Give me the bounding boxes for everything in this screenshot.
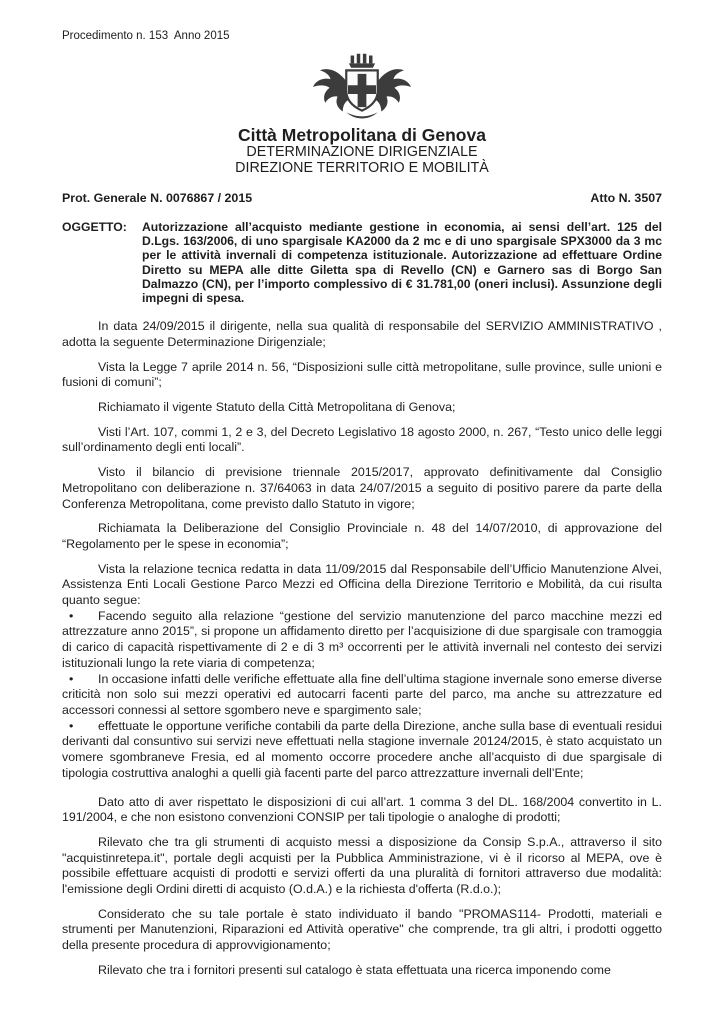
bullet-text: In occasione infatti delle verifiche effettuate alla fine dell’ultima stagione invernale sono emerse diverse criticità non solo sui mezzi operativi ed autocarri facenti parte del parco, ma anche su attrezzature ed accessori connessi al settore sgombero neve e spargimento sale; — [62, 671, 662, 717]
act-number: Atto N. 3507 — [590, 191, 662, 205]
bullet-icon: • — [69, 608, 74, 623]
procedure-number: Procedimento n. 153 Anno 2015 — [62, 30, 230, 42]
paragraph-richiamato-statuto: Richiamato il vigente Statuto della Città Metropolitana di Genova; — [98, 400, 456, 415]
paragraph-rilevato-fornitori: Rilevato che tra i fornitori presenti sul catalogo è stata effettuata una ricerca imponendo come — [98, 962, 611, 977]
paragraph-vista-relazione: Vista la relazione tecnica redatta in data 11/09/2015 dal Responsabile dell’Ufficio Manutenzione Alvei, Assistenza Enti Locali Gestione Parco Mezzi ed Officina della Direzione Territorio e Mobilità, da cui risulta quanto segue: — [62, 561, 662, 608]
bullet-text: Facendo seguito alla relazione “gestione del servizio manutenzione del parco macchine mezzi ed attrezzature anno 2015”, si propone un affidamento diretto per l’acquisizione di due spargisale con tramoggia di carico di capacità rispettivamente di 2 e di 3 m³ occorrenti per le attività invernali nel contesto dei servizi istituzionali lungo la rete viaria di competenza; — [62, 608, 662, 670]
paragraph-richiamata-deliberazione: Richiamata la Deliberazione del Consiglio Provinciale n. 48 del 14/07/2010, di approvazione del “Regolamento per le spese in economia”; — [62, 521, 662, 551]
bullet-icon: • — [69, 671, 74, 686]
paragraph-considerato-bando: Considerato che su tale portale è stato individuato il bando "PROMAS114- Prodotti, materiali e strumenti per Manutenzioni, Riparazioni ed Attività operative" che comprende, tra gli altri, i prodotti oggetto della presente procedura di approvvigionamento; — [62, 906, 662, 953]
document-body — [62, 319, 662, 978]
paragraph-dato-atto: Dato atto di aver rispettato le disposizioni di cui all’art. 1 comma 3 del DL. 168/2004 convertito in L. 191/2004, e che non esistono convenzioni CONSIP per tali tipologie o analoghe di prodotti; — [62, 794, 662, 825]
paragraph-rilevato-consip: Rilevato che tra gli strumenti di acquisto messi a disposizione da Consip S.p.A., attraverso il sito "acquistinretepa.it", portale degli acquisti per la Pubblica Amministrazione, vi è il ricorso al MEPA, ove è possibile effettuare acquisti di prodotti e servizi offerti da una pluralità di fornitori attraverso due modalità: l'emissione degli Ordini diretti di acquisto (O.d.A.) e la richiesta d'offerta (R.d.o.); — [62, 834, 662, 897]
bullet-item-verifiche — [62, 672, 662, 719]
direction-subtitle: DIREZIONE TERRITORIO E MOBILITÀ — [235, 159, 489, 176]
document-type-subtitle: DETERMINAZIONE DIRIGENZIALE — [246, 144, 478, 160]
paragraph-visto-bilancio: Visto il bilancio di previsione triennale 2015/2017, approvato definitivamente dal Consiglio Metropolitano con deliberazione n. 37/64063 in data 24/07/2015 a seguito di positivo parere da parte della Conferenza Metropolitana, come previsto dallo Statuto in vigore; — [62, 465, 662, 511]
genova-coat-of-arms-icon — [62, 52, 662, 124]
document-title: Città Metropolitana di Genova — [238, 125, 486, 145]
bullet-text: effettuate le opportune verifiche contabili da parte della Direzione, anche sulla base di eventuali residui derivanti dal consuntivo sui servizi neve effettuati nella stagione invernale 20124/2015, è stato acquistato un vomere sgombraneve Fresia, ed al momento occorre procedere anche all’acquisto di due spargisale di tipologia costruttiva analoghi a quelli già facenti parte del parco attrezzatture invernali dell’Ente; — [62, 718, 662, 780]
protocol-row — [62, 191, 662, 205]
bullet-icon: • — [69, 718, 74, 733]
bullet-item-spargisale — [62, 609, 662, 672]
paragraph-adoption: In data 24/09/2015 il dirigente, nella sua qualità di responsabile del SERVIZIO AMMINISTRATIVO , adotta la seguente Determinazione Dirigenziale; — [62, 319, 662, 349]
paragraph-visti-art-107: Visti l’Art. 107, commi 1, 2 e 3, del Decreto Legislativo 18 agosto 2000, n. 267, “Testo unico delle leggi sull’ordinamento degli enti locali”. — [62, 424, 662, 455]
subject-text: Autorizzazione all’acquisto mediante gestione in economia, ai sensi dell’art. 125 del D.Lgs. 163/2006, di uno spargisale KA2000 da 2 mc e di uno spargisale SPX3000 da 3 mc per le attività invernali di competenza istituzionale. Autorizzazione ad effettuare Ordine Diretto su MEPA alle ditte Giletta spa di Revello (CN) e Garnero sas di Borgo San Dalmazzo (CN), per l’importo complessivo di € 31.781,00 (oneri inclusi). Assunzione degli impegni di spesa. — [142, 220, 662, 306]
bullet-item-contabili — [62, 719, 662, 782]
protocol-number: Prot. Generale N. 0076867 / 2015 — [62, 191, 253, 205]
paragraph-vista-legge: Vista la Legge 7 aprile 2014 n. 56, “Disposizioni sulle città metropolitane, sulle province, sulle unioni e fusioni di comuni”; — [62, 359, 662, 390]
subject-block — [62, 220, 662, 305]
subject-label: OGGETTO: — [62, 220, 127, 234]
